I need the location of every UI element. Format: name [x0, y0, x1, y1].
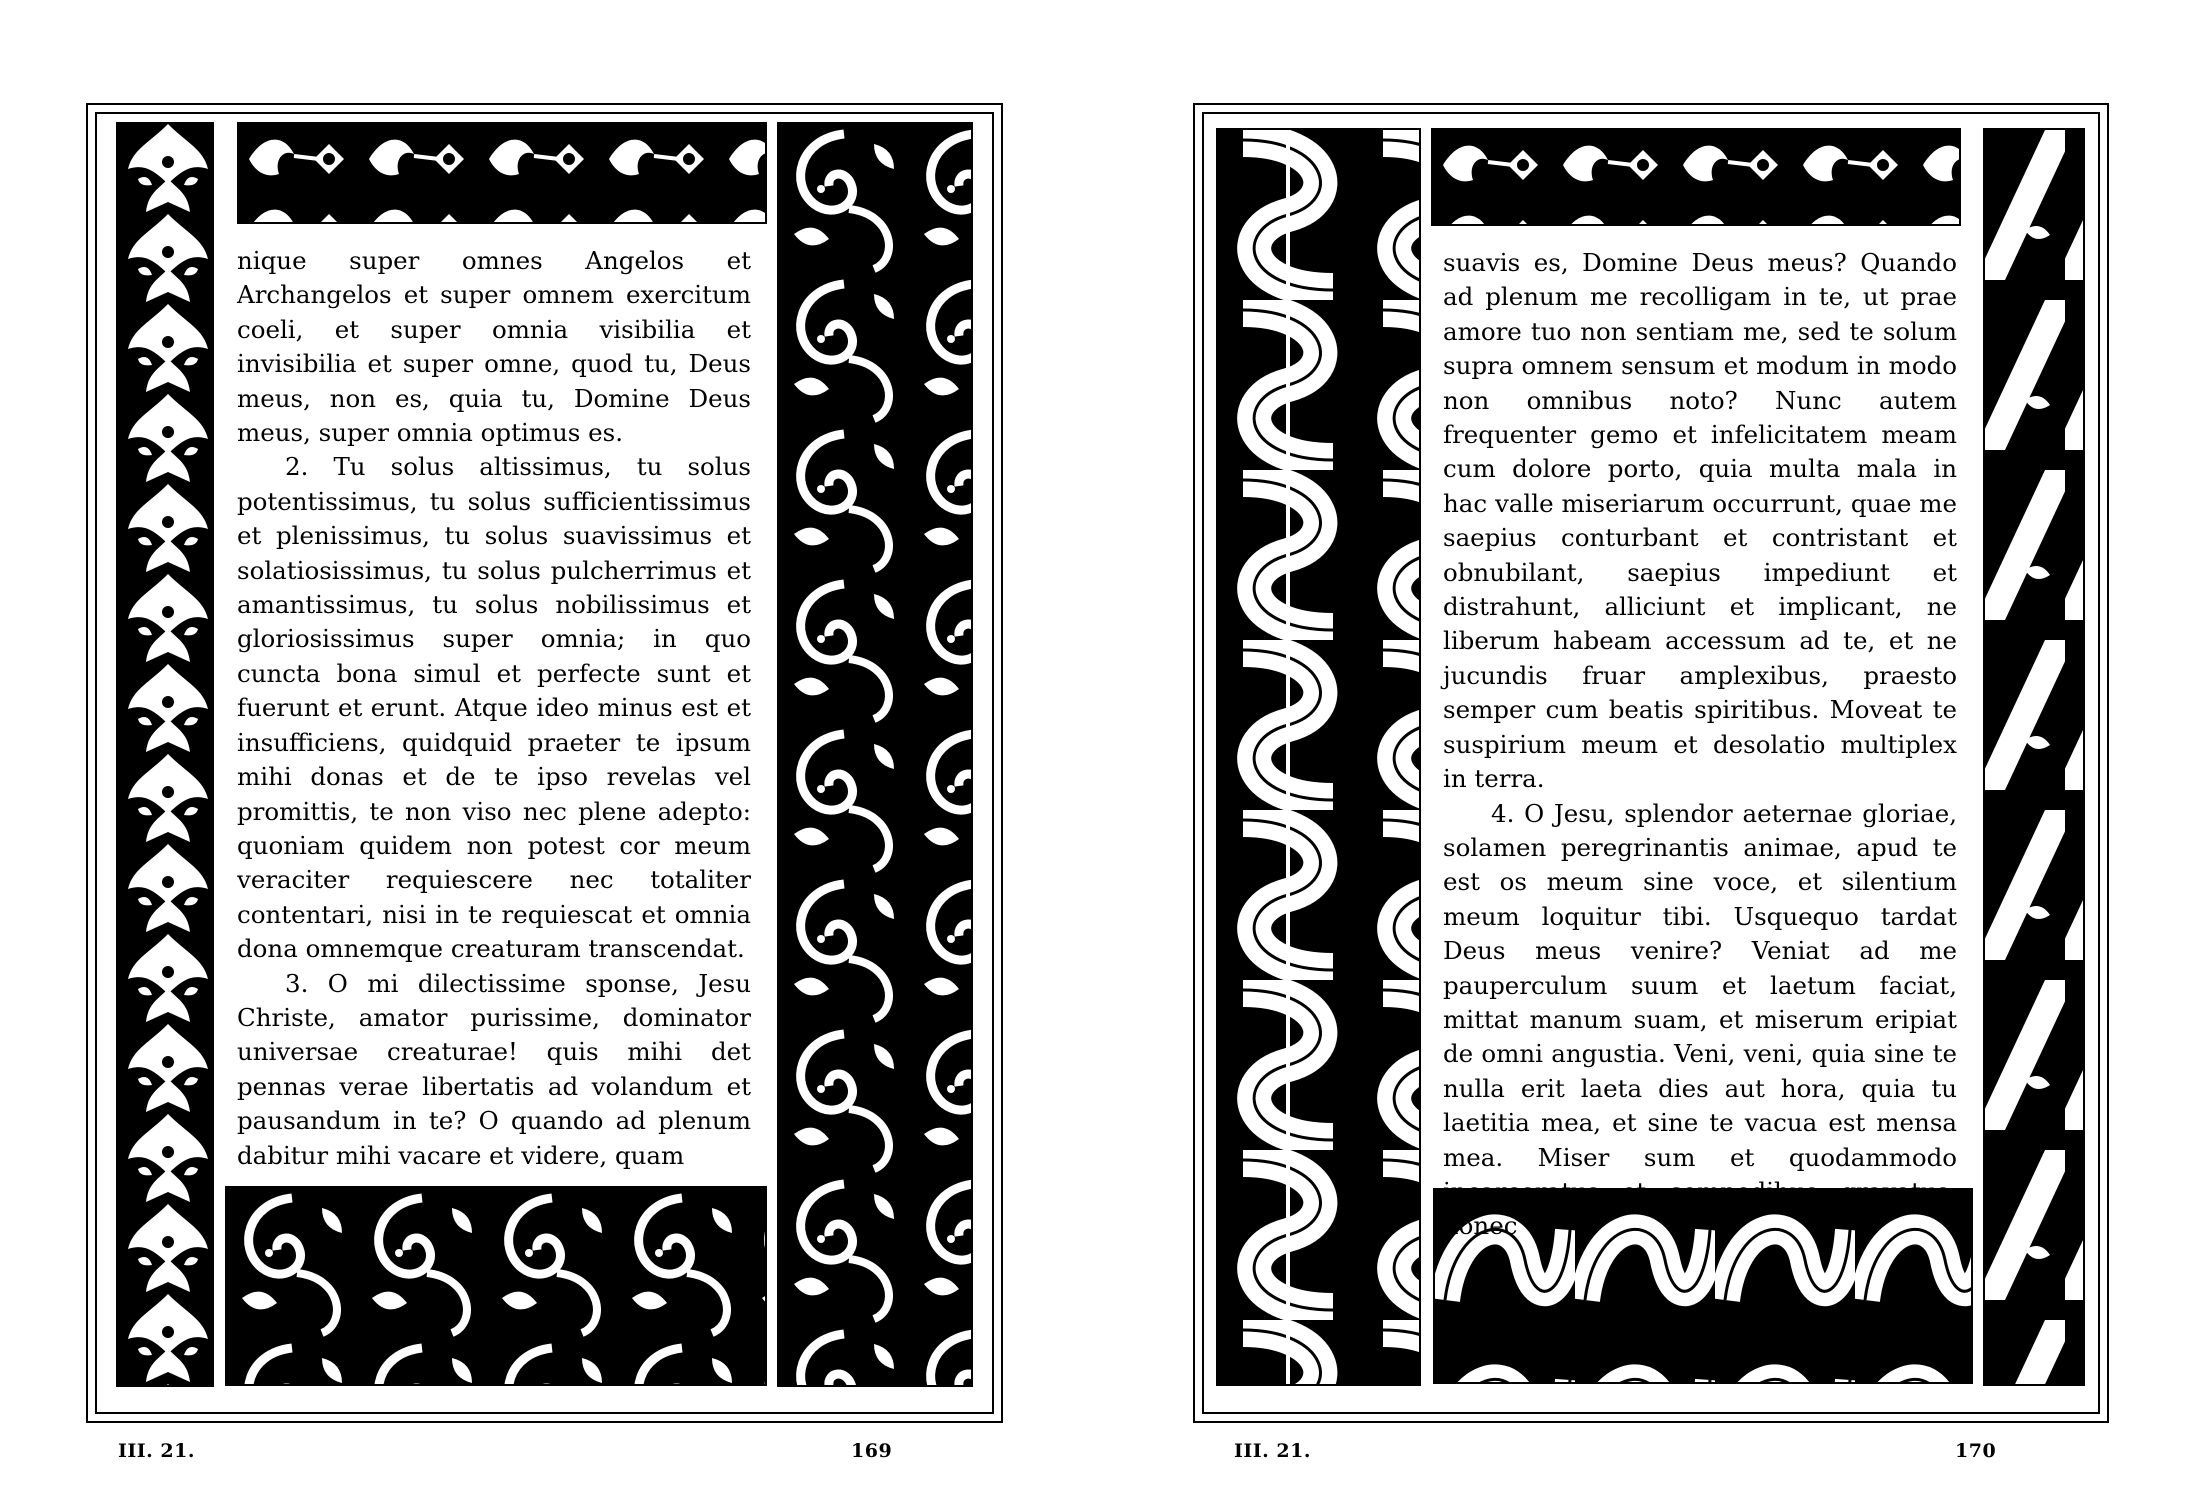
right-border-ornament — [777, 122, 973, 1387]
top-border-ornament — [1431, 128, 1961, 226]
paragraph: 4. O Jesu, splendor aeternae gloriae, solamen peregrinantis animae, apud te est os meum sine voce, et silentium meum loquitur tibi. Usquequo tardat Deus meus venire? Veniat ad me pauperculum suum et laetum faciat, mittat manum suam, et miserum eripiat de omni angustia. Veni, veni, quia sine te nulla erit laeta dies aut hora, quia tu laetitia mea, et sine te vacua est mensa mea. Miser sum et quodammodo incarceratus et compedibus gravatus, donec — [1443, 798, 1957, 1241]
paragraph: nique super omnes Angelos et Archangelos et super omnem exercitum coeli, et super omnia visibilia et invisibilia et super omne, quod tu, Deus meus, non es, quia tu, Domine Deus meus, super omnia optimus es. — [237, 246, 751, 448]
top-border-ornament — [237, 122, 767, 224]
right-diagonal-border-ornament — [1983, 128, 2085, 1386]
right-page-section-ref: III. 21. — [1234, 1440, 1311, 1462]
paragraph: 3. O mi dilectissime sponse, Jesu Christe, amator purissime, dominator universae creaturae! quis mihi det pennas verae libertatis ad volandum et pausandum in te? O quando ad plenum dabitur mihi vacare et videre, quam — [237, 968, 751, 1170]
bottom-border-ornament — [225, 1186, 767, 1386]
left-page-section-ref: III. 21. — [118, 1440, 195, 1462]
right-page-text — [1443, 246, 1957, 1244]
left-page-number: 169 — [851, 1440, 893, 1462]
paragraph: 2. Tu solus altissimus, tu solus potentissimus, tu solus sufficientissimus et plenissimus, tu solus suavissimus et solatiosissimus, tu solus pulcherrimus et amantissimus, tu solus nobilissimus et gloriosissimus super omnia; in quo cuncta bona simul et perfecte sunt et fuerunt et erunt. Atque ideo minus est et insufficiens, quidquid praeter te ipsum mihi donas et de te ipso revelas vel promittis, te non viso nec plene adepto: quoniam quidem non potest cor meum veraciter requiescere nec totaliter contentari, nisi in te requiescat et omnia dona omnemque creaturam transcendat. — [237, 452, 751, 964]
right-page-number: 170 — [1955, 1440, 1997, 1462]
left-border-ornament — [116, 122, 214, 1387]
left-ribbon-border-ornament — [1216, 128, 1421, 1386]
left-page-text — [237, 244, 751, 1173]
paragraph: suavis es, Domine Deus meus? Quando ad plenum me recolligam in te, ut prae amore tuo non sentiam me, sed te solum supra omnem sensum et modum in modo non omnibus noto? Nunc autem frequenter gemo et infelicitatem meam cum dolore porto, quia multa mala in hac valle miseriarum occurrunt, quae me saepius conturbant et contristant et obnubilant, saepius impediunt et distrahunt, alliciunt et implicant, ne liberum habeam accessum ad te, et ne jucundis fruar amplexibus, praesto semper cum beatis spiritibus. Moveat te suspirium meum et desolatio multiplex in terra. — [1443, 248, 1957, 794]
